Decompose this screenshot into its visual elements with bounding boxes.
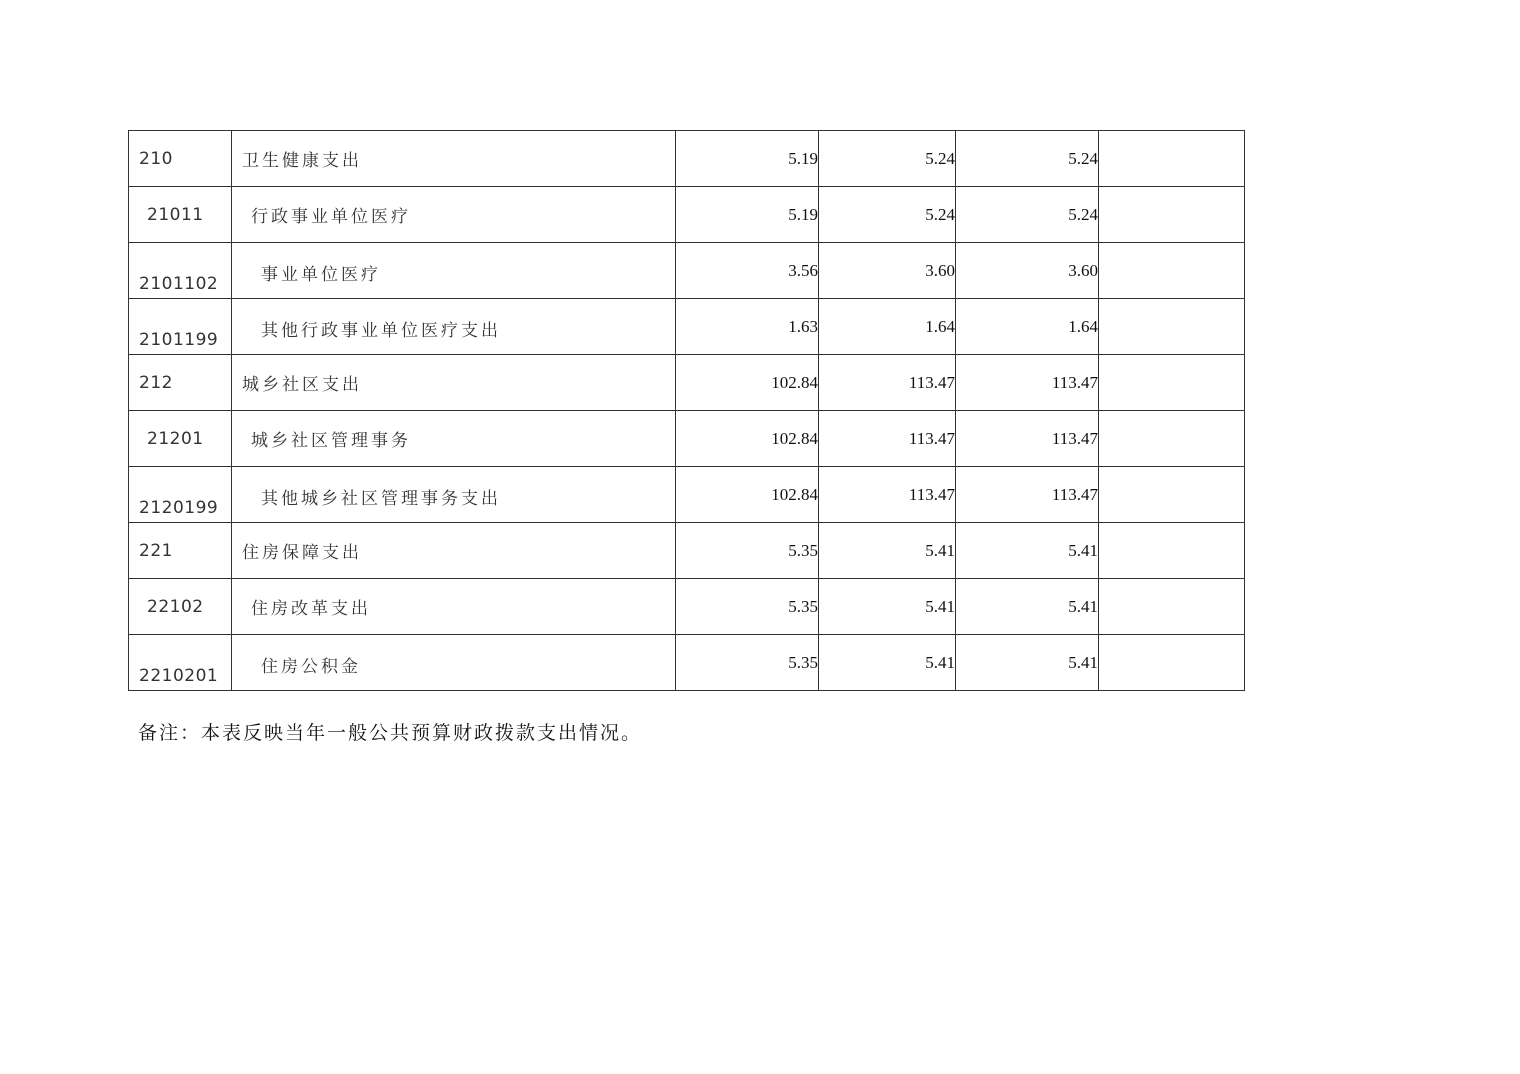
amount-cell-4	[1099, 635, 1245, 691]
amount-cell-2: 113.47	[819, 467, 956, 523]
amount-cell-4	[1099, 131, 1245, 187]
amount-cell-2: 113.47	[819, 355, 956, 411]
account-code-cell: 212	[129, 355, 232, 411]
account-name-cell: 住房保障支出	[232, 523, 676, 579]
account-name-cell: 行政事业单位医疗	[232, 187, 676, 243]
table-remark: 备注：本表反映当年一般公共预算财政拨款支出情况。	[138, 722, 643, 744]
account-code-cell: 2101102	[129, 243, 232, 299]
table-row	[129, 411, 1245, 467]
amount-cell-3: 1.64	[956, 299, 1099, 355]
amount-cell-3: 5.24	[956, 131, 1099, 187]
account-name-cell: 城乡社区支出	[232, 355, 676, 411]
amount-cell-3: 113.47	[956, 411, 1099, 467]
table-row	[129, 355, 1245, 411]
account-code-cell: 2210201	[129, 635, 232, 691]
amount-cell-2: 1.64	[819, 299, 956, 355]
amount-cell-1: 5.35	[676, 635, 819, 691]
amount-cell-4	[1099, 411, 1245, 467]
amount-cell-3: 3.60	[956, 243, 1099, 299]
expenditure-table	[128, 130, 1245, 691]
amount-cell-2: 3.60	[819, 243, 956, 299]
amount-cell-1: 102.84	[676, 355, 819, 411]
account-code-cell: 221	[129, 523, 232, 579]
amount-cell-1: 102.84	[676, 411, 819, 467]
amount-cell-3: 113.47	[956, 467, 1099, 523]
amount-cell-2: 5.24	[819, 131, 956, 187]
amount-cell-2: 5.41	[819, 635, 956, 691]
table-row	[129, 523, 1245, 579]
table-row	[129, 187, 1245, 243]
account-code-cell: 21201	[129, 411, 232, 467]
table-body	[129, 131, 1245, 691]
account-name-cell: 卫生健康支出	[232, 131, 676, 187]
amount-cell-2: 5.41	[819, 523, 956, 579]
account-name-cell: 住房改革支出	[232, 579, 676, 635]
account-name-cell: 其他城乡社区管理事务支出	[232, 467, 676, 523]
amount-cell-4	[1099, 523, 1245, 579]
amount-cell-2: 5.24	[819, 187, 956, 243]
amount-cell-3: 113.47	[956, 355, 1099, 411]
table-row	[129, 299, 1245, 355]
amount-cell-4	[1099, 579, 1245, 635]
account-name-cell: 事业单位医疗	[232, 243, 676, 299]
amount-cell-2: 5.41	[819, 579, 956, 635]
table-row	[129, 243, 1245, 299]
account-name-cell: 住房公积金	[232, 635, 676, 691]
amount-cell-1: 5.35	[676, 523, 819, 579]
account-code-cell: 22102	[129, 579, 232, 635]
table-row	[129, 635, 1245, 691]
table-row	[129, 467, 1245, 523]
amount-cell-4	[1099, 355, 1245, 411]
table-row	[129, 579, 1245, 635]
amount-cell-1: 1.63	[676, 299, 819, 355]
amount-cell-3: 5.41	[956, 635, 1099, 691]
amount-cell-4	[1099, 467, 1245, 523]
table-row	[129, 131, 1245, 187]
amount-cell-4	[1099, 187, 1245, 243]
amount-cell-1: 3.56	[676, 243, 819, 299]
amount-cell-3: 5.41	[956, 579, 1099, 635]
amount-cell-1: 5.19	[676, 187, 819, 243]
amount-cell-4	[1099, 299, 1245, 355]
account-code-cell: 2101199	[129, 299, 232, 355]
account-name-cell: 城乡社区管理事务	[232, 411, 676, 467]
amount-cell-1: 5.35	[676, 579, 819, 635]
amount-cell-2: 113.47	[819, 411, 956, 467]
amount-cell-4	[1099, 243, 1245, 299]
amount-cell-3: 5.24	[956, 187, 1099, 243]
account-name-cell: 其他行政事业单位医疗支出	[232, 299, 676, 355]
account-code-cell: 2120199	[129, 467, 232, 523]
account-code-cell: 21011	[129, 187, 232, 243]
amount-cell-1: 102.84	[676, 467, 819, 523]
account-code-cell: 210	[129, 131, 232, 187]
amount-cell-1: 5.19	[676, 131, 819, 187]
amount-cell-3: 5.41	[956, 523, 1099, 579]
